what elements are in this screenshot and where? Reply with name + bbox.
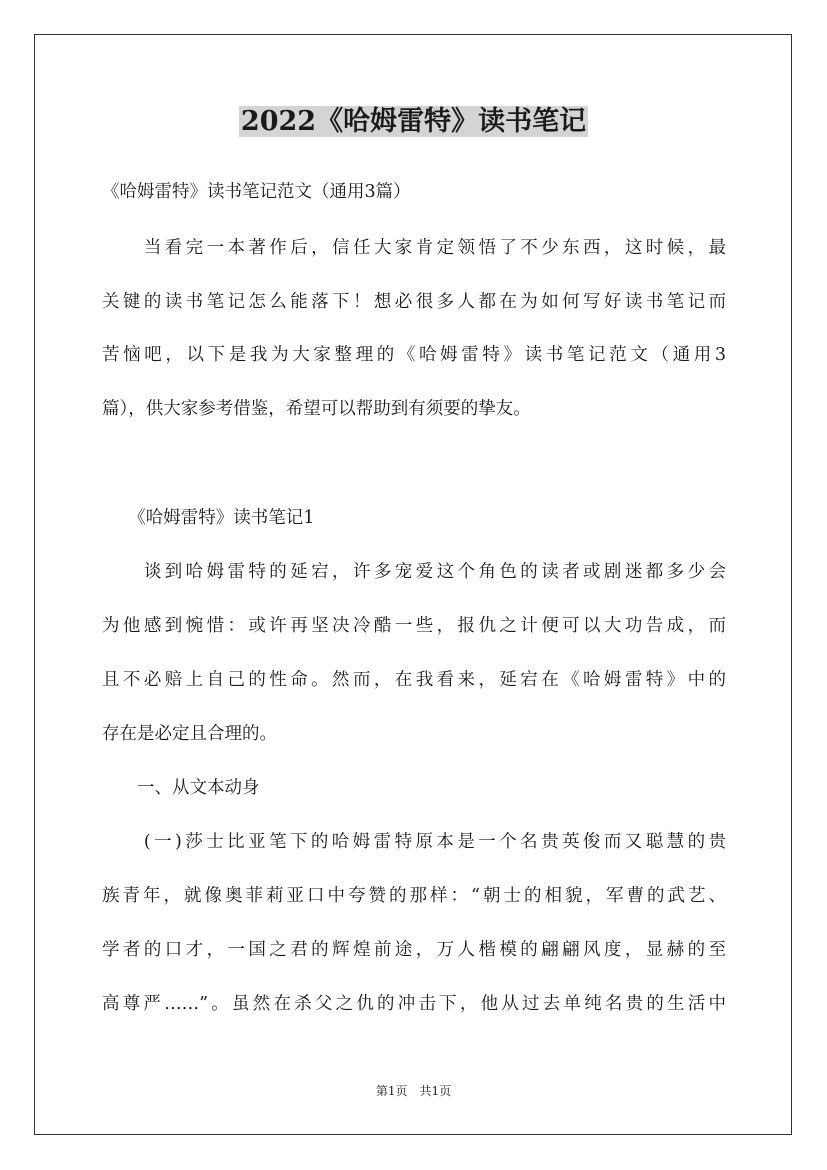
body-line: 族青年，就像奥菲莉亚口中夸赞的那样：“朝士的相貌，军曹的武艺、 — [102, 886, 726, 906]
body-line: (一)莎士比亚笔下的哈姆雷特原本是一个名贵英俊而又聪慧的贵 — [102, 832, 726, 852]
body-line: 当看完一本著作后，信任大家肯定领悟了不少东西，这时候，最 — [102, 238, 726, 258]
body-line: 谈到哈姆雷特的延宕，许多宠爱这个角色的读者或剧迷都多少会 — [102, 562, 726, 582]
subtitle-line: 《哈姆雷特》读书笔记范文（通用3篇） — [102, 182, 411, 202]
body-line: 且不必赔上自己的性命。然而，在我看来，延宕在《哈姆雷特》中的 — [102, 670, 726, 690]
subsection-heading: 一、从文本动身 — [102, 778, 260, 798]
document-title: 2022《哈姆雷特》读书笔记 — [240, 106, 587, 137]
body-line: 为他感到惋惜：或许再坚决冷酷一些，报仇之计便可以大功告成，而 — [102, 616, 726, 636]
body-line: 学者的口才，一国之君的辉煌前途，万人楷模的翩翩风度，显赫的至 — [102, 940, 726, 960]
page-number-footer: 第1页 共1页 — [375, 1084, 452, 1098]
body-line: 存在是必定且合理的。 — [102, 724, 277, 744]
body-line: 苦恼吧，以下是我为大家整理的《哈姆雷特》读书笔记范文（通用3 — [102, 345, 726, 365]
body-line: 篇），供大家参考借鉴，希望可以帮助到有须要的挚友。 — [102, 399, 531, 419]
body-line: 高尊严……”。虽然在杀父之仇的冲击下，他从过去单纯名贵的生活中 — [102, 994, 726, 1014]
body-line: 关键的读书笔记怎么能落下！想必很多人都在为如何写好读书笔记而 — [102, 292, 726, 312]
section-heading: 《哈姆雷特》读书笔记1 — [102, 508, 315, 528]
